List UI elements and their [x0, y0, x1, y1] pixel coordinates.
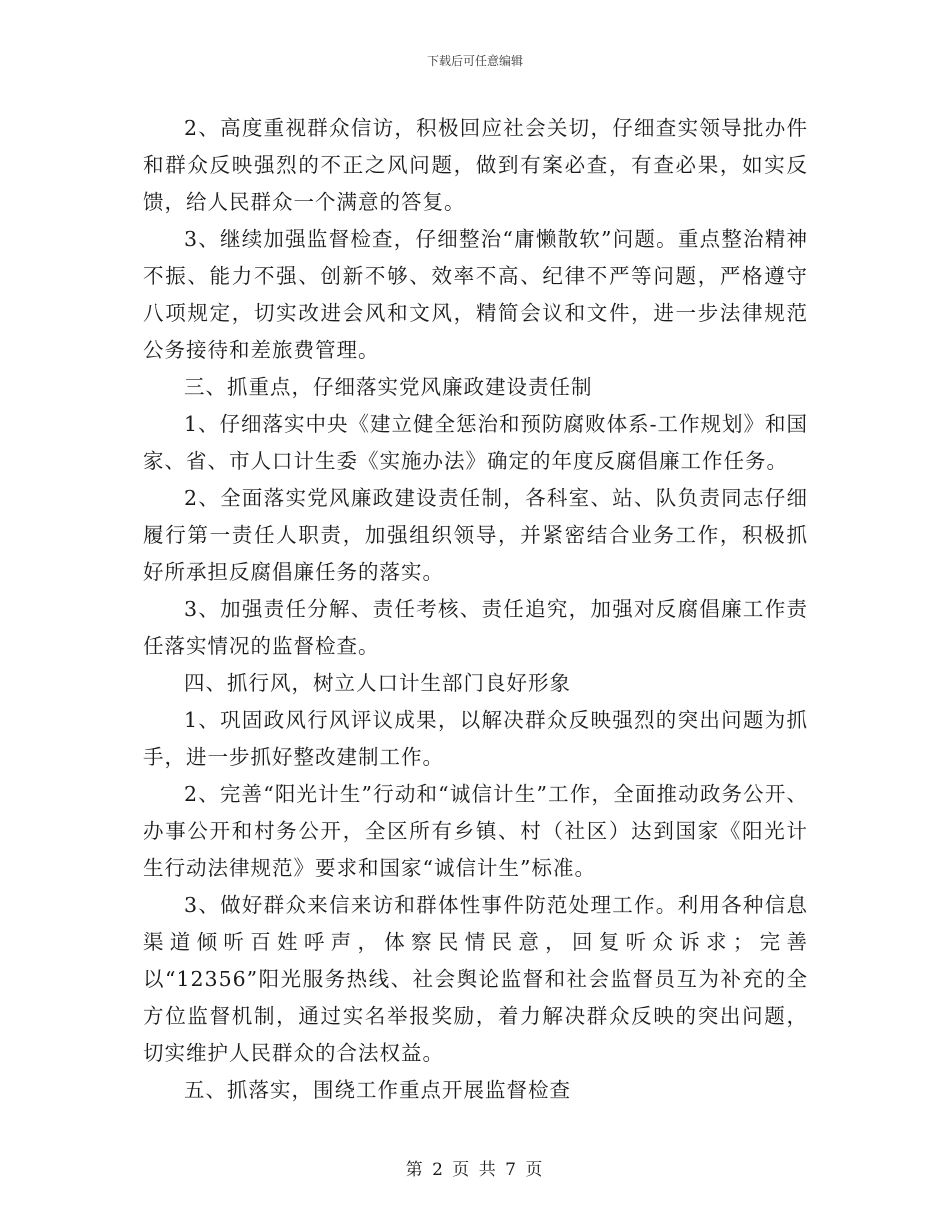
paragraph: 2、全面落实党风廉政建设责任制，各科室、站、队负责同志仔细履行第一责任人职责，加强组织领导，并紧密结合业务工作，积极抓好所承担反腐倡廉任务的落实。 — [143, 486, 808, 584]
page-footer: 第 2 页 共 7 页 — [405, 1160, 545, 1180]
paragraph: 1、巩固政风行风评议成果，以解决群众反映强烈的突出问题为抓手，进一步抓好整改建制工作。 — [143, 708, 808, 769]
paragraph: 3、做好群众来信来访和群体性事件防范处理工作。利用各种信息渠道倾听百姓呼声，体察民情民意，回复听众诉求；完善以“12356”阳光服务热线、社会舆论监督和社会监督员互为补充的全方位监督机制，通过实名举报奖励，着力解决群众反映的突出问题，切实维护人民群众的合法权益。 — [143, 893, 808, 1065]
section-heading: 五、抓落实，围绕工作重点开展监督检查 — [184, 1078, 571, 1102]
section-heading: 三、抓重点，仔细落实党风廉政建设责任制 — [184, 375, 593, 399]
page-header: 下载后可任意编辑 — [426, 54, 523, 68]
section-heading: 四、抓行风，树立人口计生部门良好形象 — [184, 671, 571, 695]
paragraph: 1、仔细落实中央《建立健全惩治和预防腐败体系-工作规划》和国家、省、市人口计生委《实施办法》确定的年度反腐倡廉工作任务。 — [143, 412, 808, 473]
paragraph: 3、继续加强监督检查，仔细整治“庸懒散软”问题。重点整治精神不振、能力不强、创新不够、效率不高、纪律不严等问题，严格遵守八项规定，切实改进会风和文风，精简会议和文件，进一步法律规范公务接待和差旅费管理。 — [143, 227, 808, 362]
paragraph: 2、完善“阳光计生”行动和“诚信计生”工作，全面推动政务公开、办事公开和村务公开，全区所有乡镇、村（社区）达到国家《阳光计生行动法律规范》要求和国家“诚信计生”标准。 — [143, 782, 808, 880]
paragraph: 2、高度重视群众信访，积极回应社会关切，仔细查实领导批办件和群众反映强烈的不正之风问题，做到有案必查，有查必果，如实反馈，给人民群众一个满意的答复。 — [143, 116, 808, 214]
document-body — [143, 110, 808, 1109]
paragraph: 3、加强责任分解、责任考核、责任追究，加强对反腐倡廉工作责任落实情况的监督检查。 — [143, 597, 808, 658]
